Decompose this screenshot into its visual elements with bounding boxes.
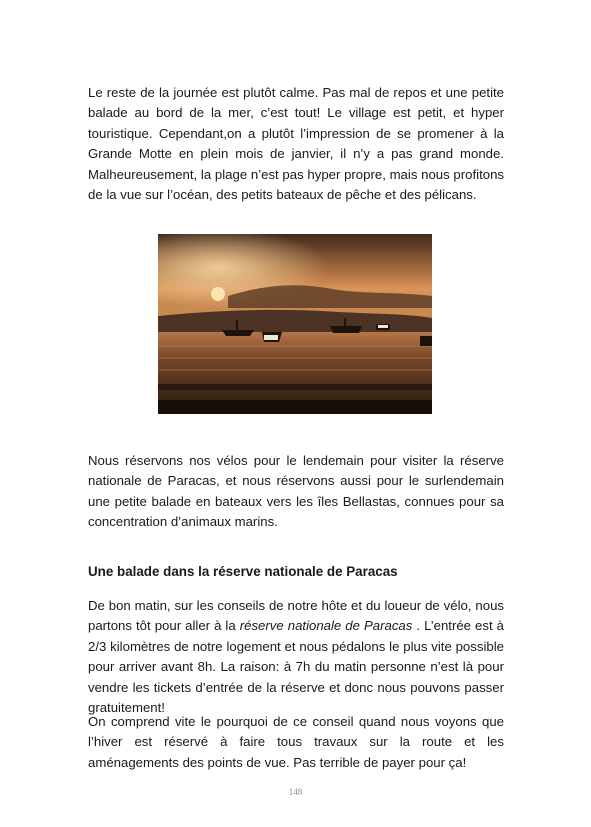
reserve-name-italic: réserve nationale de Paracas xyxy=(239,618,413,634)
page-number: 148 xyxy=(288,787,303,797)
paragraph-day-summary: Le reste de la journée est plutôt calme. Pas mal de repos et une petite balade au bord de la mer, c’est tout! Le village est petit, et hyper touristique. Cependant,on a plutôt l’impression de se promener à la Grande Motte en plein mois de janvier, il n’y a pas grand monde. Malheureusement, la plage n’est pas hyper propre, mais nous profitons de la vue sur l’océan, des petits bateaux de pêche et des pélicans. xyxy=(88,85,504,203)
section-heading: Une balade dans la réserve nationale de Paracas xyxy=(88,564,398,579)
paragraph-roadworks: On comprend vite le pourquoi de ce conseil quand nous voyons que l’hiver est réservé à faire tous travaux sur la route et les aménagements des points de vue. Pas terrible de payer pour ça! xyxy=(88,714,504,770)
sunset-sea-photo xyxy=(158,234,432,414)
sunset-photo-graphic xyxy=(158,234,432,414)
paragraph-morning-ride xyxy=(88,596,504,718)
paragraph-bike-booking: Nous réservons nos vélos pour le lendemain pour visiter la réserve nationale de Paracas, et nous réservons aussi pour le surlendemain une petite balade en bateaux vers les îles Bellastas, connues pour sa concentration d’animaux marins. xyxy=(88,453,504,530)
paragraph-morning-ride-text-1: De bon matin, sur les conseils de notre hôte et du loueur de vélo, nous partons tôt pour aller à la xyxy=(88,598,504,634)
paragraph-morning-ride-text-2: . L’entrée est à 2/3 kilomètres de notre logement et nous pédalons le plus vite possible pour arriver avant 8h. La raison: à 7h du matin personne n’est là pour vendre les tickets d’entrée de la réserve et donc nous pouvons passer gratuitement! xyxy=(88,618,505,716)
